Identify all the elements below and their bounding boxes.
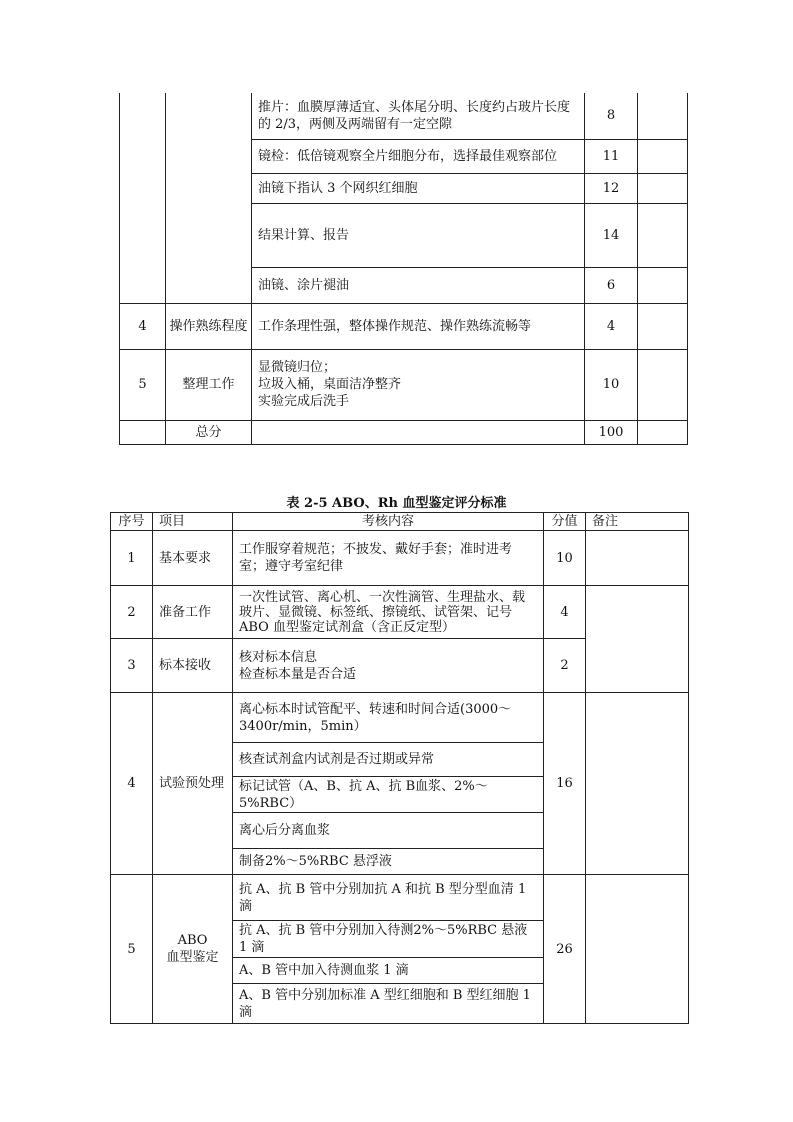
- table-title: 表 2-5 ABO、Rh 血型鉴定评分标准: [286, 496, 507, 511]
- score-cell: 10: [585, 349, 638, 420]
- content-cell: 油镜、涂片褪油: [252, 267, 585, 303]
- remark-cell: [638, 203, 688, 267]
- header-row: [111, 513, 689, 531]
- header-item: 项目: [153, 513, 233, 531]
- total-row: [120, 420, 688, 444]
- remark-cell: [638, 267, 688, 303]
- score-cell: 14: [585, 203, 638, 267]
- item-cell: 标本接收: [153, 639, 233, 693]
- score-cell: 10: [544, 531, 586, 586]
- content-cell: 一次性试管、离心机、一次性滴管、生理盐水、载玻片、显微镜、标签纸、擦镜纸、试管架、记号 ABO 血型鉴定试剂盒（含正反定型）: [233, 586, 544, 639]
- item-cell: 准备工作: [153, 586, 233, 639]
- no-cell: 5: [111, 875, 153, 1024]
- content-cell: A、B 管中分别加标准 A 型红细胞和 B 型红细胞 1 滴: [233, 984, 544, 1024]
- total-score: 100: [585, 420, 638, 444]
- scoring-table-continued: [119, 93, 688, 445]
- table-row: [111, 586, 689, 639]
- table-row: [111, 531, 689, 586]
- score-cell: 26: [544, 875, 586, 1024]
- header-score: 分值: [544, 513, 586, 531]
- remark-cell: [638, 349, 688, 420]
- empty-cell: [252, 420, 585, 444]
- item-cell: [166, 93, 252, 303]
- remark-cell: [638, 93, 688, 139]
- content-cell: 工作服穿着规范；不披发、戴好手套；准时进考室；遵守考室纪律: [233, 531, 544, 586]
- item-cell: 基本要求: [153, 531, 233, 586]
- remark-cell: [586, 875, 689, 1024]
- score-cell: 4: [585, 303, 638, 349]
- content-cell: 核对标本信息 检查标本量是否合适: [233, 639, 544, 693]
- content-cell: 抗 A、抗 B 管中分别加抗 A 和抗 B 型分型血清 1 滴: [233, 875, 544, 921]
- score-cell: 16: [544, 693, 586, 875]
- table-row: [120, 303, 688, 349]
- content-cell: 显微镜归位； 垃圾入桶，桌面洁净整齐 实验完成后洗手: [252, 349, 585, 420]
- score-cell: 6: [585, 267, 638, 303]
- content-cell: 油镜下指认 3 个网织红细胞: [252, 173, 585, 203]
- remark-cell: [586, 531, 689, 586]
- no-cell: 4: [111, 693, 153, 875]
- total-label: 总分: [166, 420, 252, 444]
- empty-cell: [120, 420, 166, 444]
- score-cell: 8: [585, 93, 638, 139]
- item-cell: 整理工作: [166, 349, 252, 420]
- content-cell: 标记试管（A、B、抗 A、抗 B血浆、2%～5%RBC）: [233, 777, 544, 813]
- abo-rh-scoring-table: [110, 512, 689, 1024]
- remark-cell: [586, 586, 689, 693]
- item-cell: 试验预处理: [153, 693, 233, 875]
- item-cell: ABO 血型鉴定: [153, 875, 233, 1024]
- item-cell: 操作熟练程度: [166, 303, 252, 349]
- no-cell: 4: [120, 303, 166, 349]
- content-cell: 抗 A、抗 B 管中分别加入待测2%～5%RBC 悬液 1 滴: [233, 921, 544, 958]
- remark-cell: [638, 173, 688, 203]
- remark-cell: [638, 139, 688, 173]
- score-cell: 12: [585, 173, 638, 203]
- header-content: 考核内容: [233, 513, 544, 531]
- table-row: [111, 693, 689, 743]
- content-cell: 制备2%～5%RBC 悬浮液: [233, 849, 544, 875]
- no-cell: 3: [111, 639, 153, 693]
- content-cell: 工作条理性强，整体操作规范、操作熟练流畅等: [252, 303, 585, 349]
- no-cell: [120, 93, 166, 303]
- header-remark: 备注: [586, 513, 689, 531]
- empty-cell: [638, 420, 688, 444]
- content-cell: 核查试剂盒内试剂是否过期或异常: [233, 743, 544, 777]
- score-cell: 4: [544, 586, 586, 639]
- no-cell: 1: [111, 531, 153, 586]
- content-cell: 离心后分离血浆: [233, 813, 544, 849]
- remark-cell: [638, 303, 688, 349]
- no-cell: 2: [111, 586, 153, 639]
- table-row: [120, 349, 688, 420]
- content-cell: 镜检：低倍镜观察全片细胞分布，选择最佳观察部位: [252, 139, 585, 173]
- content-cell: A、B 管中加入待测血浆 1 滴: [233, 958, 544, 984]
- content-cell: 推片：血膜厚薄适宜、头体尾分明、长度约占玻片长度的 2/3，两侧及两端留有一定空隙: [252, 93, 585, 139]
- score-cell: 2: [544, 639, 586, 693]
- content-cell: 离心标本时试管配平、转速和时间合适(3000～3400r/min，5min）: [233, 693, 544, 743]
- score-cell: 11: [585, 139, 638, 173]
- table-row: [111, 875, 689, 921]
- remark-cell: [586, 693, 689, 875]
- no-cell: 5: [120, 349, 166, 420]
- content-cell: 结果计算、报告: [252, 203, 585, 267]
- header-no: 序号: [111, 513, 153, 531]
